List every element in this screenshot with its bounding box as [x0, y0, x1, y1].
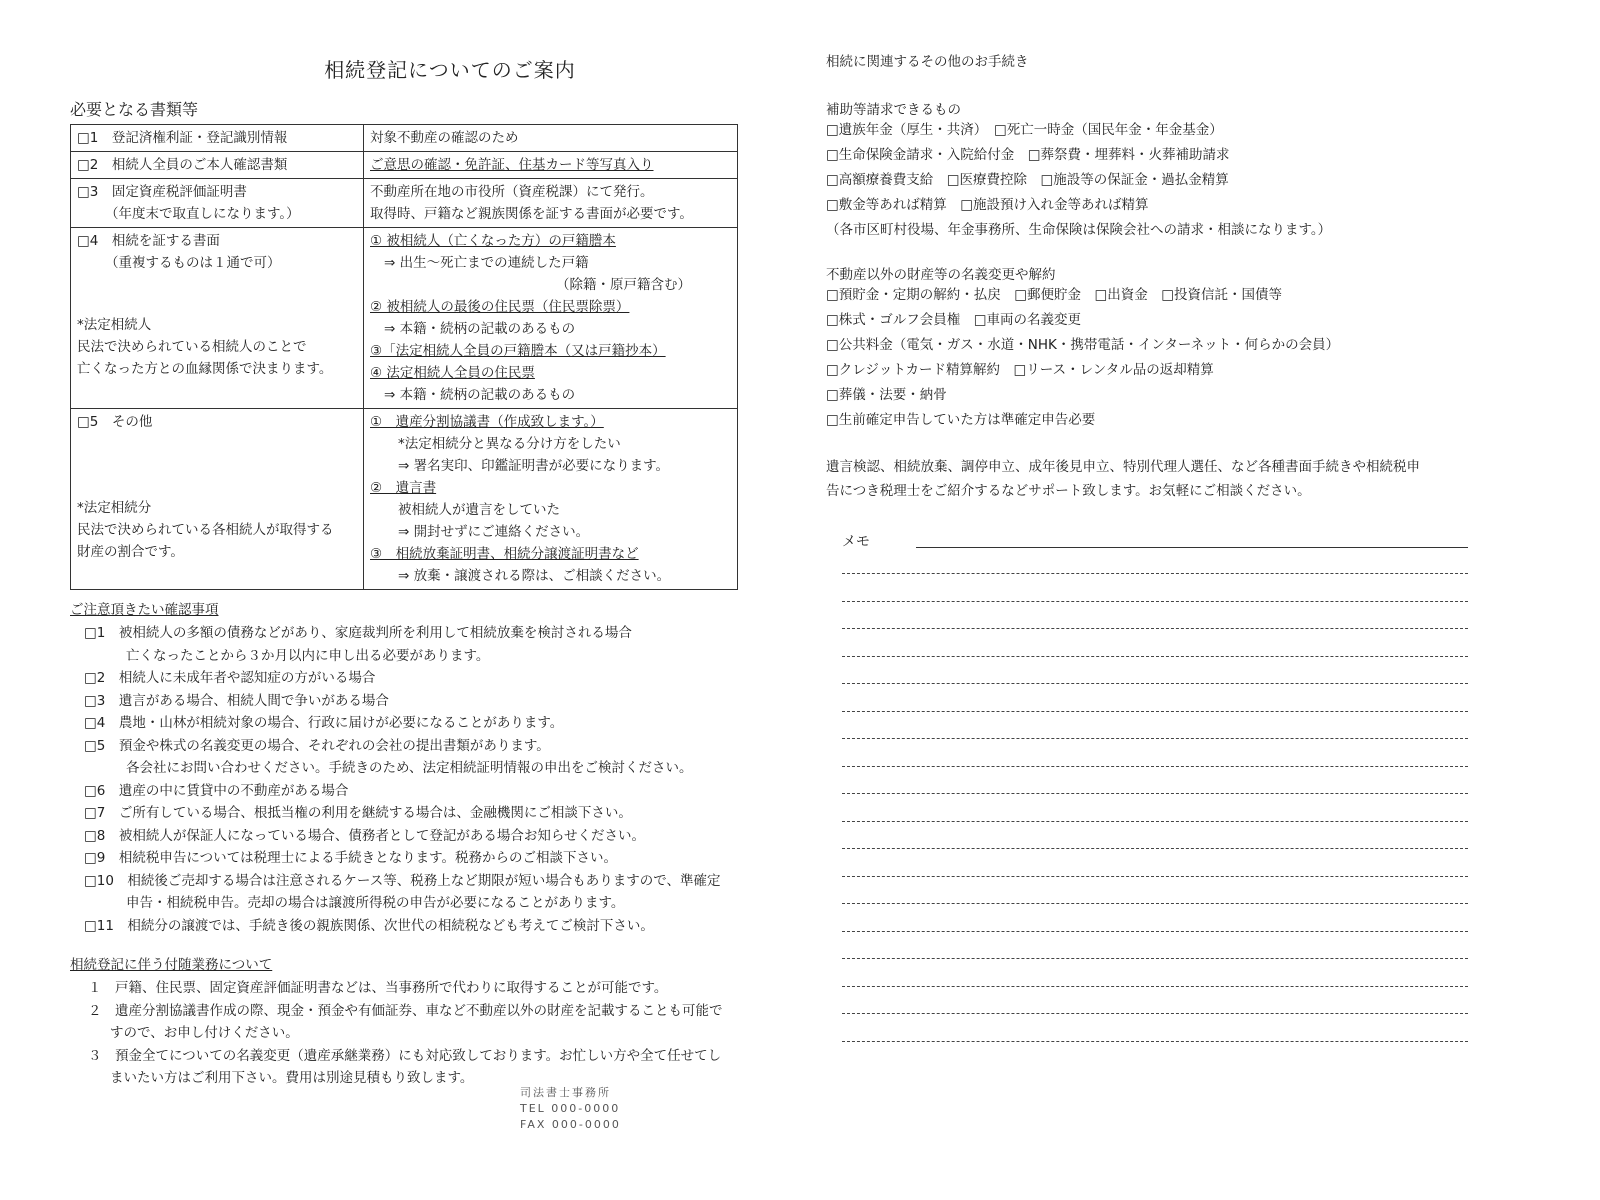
nonrealestate-list	[826, 283, 1546, 433]
nonrealestate-item: □生前確定申告していた方は準確定申告必要	[826, 412, 1096, 428]
right-column	[826, 50, 1546, 1085]
list-item-detail: ⇒ 放棄・譲渡される際は、ご相談ください。	[398, 568, 671, 584]
memo-ruled-line	[842, 738, 1468, 739]
doc-note: （年度末で取直しになります。）	[105, 206, 300, 222]
required-documents-table	[70, 124, 738, 590]
list-item-detail: （除籍・原戸籍含む）	[556, 277, 691, 293]
subsidy-item: □遺族年金（厚生・共済） □死亡一時金（国民年金・年金基金）	[826, 122, 1223, 138]
note-item: □6 遺産の中に賃貸中の不動産がある場合	[84, 782, 349, 799]
notes-title: ご注意頂きたい確認事項	[70, 602, 219, 618]
memo-ruled-line	[842, 683, 1468, 684]
note-item: □1 被相続人の多額の債務などがあり、家庭裁判所を利用して相続放棄を検討される場合	[84, 625, 632, 641]
note-item: □2 相続人に未成年者や認知症の方がいる場合	[84, 670, 376, 686]
stamp-line: TEL 000-0000	[520, 1102, 621, 1115]
additional-list	[70, 977, 830, 1090]
doc-cell: □1 登記済権利証・登記識別情報	[71, 125, 364, 152]
purpose-text: 不動産所在地の市役所（資産税課）にて発行。	[370, 184, 654, 200]
memo-ruled-line	[842, 628, 1468, 629]
list-item-detail: ⇒ 開封せずにご連絡ください。	[398, 524, 590, 540]
note-item: □7 ご所有している場合、根抵当権の利用を継続する場合は、金融機関にご相談下さい。	[84, 805, 632, 821]
purpose-cell	[364, 179, 738, 228]
legal-share-note-title: *法定相続分	[77, 500, 152, 516]
list-item-detail: 被相続人が遺言をしていた	[398, 502, 560, 518]
doc-cell	[71, 179, 364, 228]
left-column	[70, 50, 830, 1090]
support-line: 告につき税理士をご紹介するなどサポート致します。お気軽にご相談ください。	[826, 483, 1311, 499]
subsidy-list	[826, 118, 1546, 243]
purpose-cell	[364, 228, 738, 409]
memo-ruled-line	[842, 711, 1468, 712]
docs-heading: 必要となる書類等	[70, 100, 199, 119]
list-item-detail: ⇒ 出生～死亡までの連続した戸籍	[384, 255, 589, 271]
list-item: ③ 相続放棄証明書、相続分譲渡証明書など	[370, 546, 639, 562]
additional-item-cont: すので、お申し付けください。	[110, 1025, 299, 1041]
memo-ruled-line	[842, 986, 1468, 987]
subsidy-item: □生命保険金請求・入院給付金 □葬祭費・埋葬料・火葬補助請求	[826, 147, 1230, 163]
note-item-cont: 申告・相続税申告。売却の場合は譲渡所得税の申告が必要になることがあります。	[126, 895, 625, 911]
legal-heir-note-title: *法定相続人	[77, 317, 152, 333]
purpose-cell: 対象不動産の確認のため	[364, 125, 738, 152]
memo-ruled-line	[842, 793, 1468, 794]
purpose-text: 取得時、戸籍など親族関係を証する書面が必要です。	[370, 206, 693, 222]
memo-ruled-line	[842, 1013, 1468, 1014]
nonrealestate-item: □株式・ゴルフ会員権 □車両の名義変更	[826, 312, 1082, 328]
note-item: □8 被相続人が保証人になっている場合、債務者として登記がある場合お知らせください。	[84, 827, 645, 844]
table-row	[71, 152, 738, 179]
doc-label: □5 その他	[77, 414, 153, 430]
table-row	[71, 125, 738, 152]
additional-item: ２ 遺産分割協議書作成の際、現金・預金や有価証券、車など不動産以外の財産を記載することも可能で	[88, 1002, 723, 1019]
memo-ruled-line	[842, 848, 1468, 849]
memo-ruled-line	[842, 766, 1468, 767]
subsidy-item: □高額療養費支給 □医療費控除 □施設等の保証金・過払金精算	[826, 172, 1229, 188]
office-stamp	[520, 1085, 621, 1133]
legal-share-note: 財産の割合です。	[77, 544, 184, 560]
note-item: □3 遺言がある場合、相続人間で争いがある場合	[84, 692, 389, 709]
additional-item: １ 戸籍、住民票、固定資産評価証明書などは、当事務所で代わりに取得することが可能です。	[88, 980, 668, 996]
purpose-cell	[364, 409, 738, 590]
memo-area[interactable]	[826, 525, 1546, 1085]
table-row	[71, 179, 738, 228]
notes-list	[70, 622, 830, 937]
additional-title: 相続登記に伴う付随業務について	[70, 957, 273, 973]
doc-cell	[71, 228, 364, 409]
additional-item-cont: まいたい方はご利用下さい。費用は別途見積もり致します。	[110, 1070, 474, 1086]
doc-label: □3 固定資産税評価証明書	[77, 184, 247, 200]
related-procedures-title: 相続に関連するその他のお手続き	[826, 54, 1029, 70]
memo-ruled-line	[842, 958, 1468, 959]
legal-heir-note: 民法で決められている相続人のことで	[77, 339, 307, 355]
memo-ruled-line	[842, 821, 1468, 822]
table-row	[71, 228, 738, 409]
table-row	[71, 409, 738, 590]
legal-heir-note: 亡くなった方との血縁関係で決まります。	[77, 361, 333, 377]
stamp-line: FAX 000-0000	[520, 1118, 621, 1131]
note-item-cont: 各会社にお問い合わせください。手続きのため、法定相続証明情報の申出をご検討ください。	[126, 760, 693, 776]
list-item-detail: *法定相続分と異なる分け方をしたい	[398, 436, 621, 452]
memo-ruled-line	[842, 573, 1468, 574]
memo-ruled-line	[842, 656, 1468, 657]
doc-cell: □2 相続人全員のご本人確認書類	[71, 152, 364, 179]
subsidy-title: 補助等請求できるもの	[826, 102, 961, 118]
legal-share-note: 民法で決められている各相続人が取得する	[77, 522, 334, 538]
memo-line	[916, 547, 1468, 548]
note-item: □10 相続後ご売却する場合は注意されるケース等、税務上など期限が短い場合もありますので、準確定	[84, 872, 721, 889]
note-item: □4 農地・山林が相続対象の場合、行政に届けが必要になることがあります。	[84, 715, 564, 731]
subsidy-item: （各市区町村役場、年金事務所、生命保険は保険会社への請求・相談になります。）	[826, 222, 1332, 238]
purpose-cell: ご意思の確認・免許証、住基カード等写真入り	[364, 152, 738, 179]
spacer	[77, 274, 357, 314]
memo-ruled-line	[842, 931, 1468, 932]
doc-cell	[71, 409, 364, 590]
memo-ruled-line	[842, 903, 1468, 904]
stamp-line: 司法書士事務所	[520, 1086, 611, 1099]
list-item-detail: ⇒ 署名実印、印鑑証明書が必要になります。	[398, 458, 670, 474]
list-item: ② 被相続人の最後の住民票（住民票除票）	[370, 299, 630, 315]
nonrealestate-item: □公共料金（電気・ガス・水道・NHK・携帯電話・インターネット・何らかの会員）	[826, 337, 1340, 353]
nonrealestate-item: □クレジットカード精算解約 □リース・レンタル品の返却精算	[826, 362, 1214, 378]
list-item: ③「法定相続人全員の戸籍謄本（又は戸籍抄本）	[370, 343, 666, 359]
list-item-detail: ⇒ 本籍・続柄の記載のあるもの	[384, 321, 576, 337]
memo-ruled-line	[842, 876, 1468, 877]
doc-note: （重複するものは１通で可）	[105, 255, 281, 271]
list-item: ④ 法定相続人全員の住民票	[370, 365, 535, 381]
nonrealestate-title: 不動産以外の財産等の名義変更や解約	[826, 267, 1056, 283]
note-item: □5 預金や株式の名義変更の場合、それぞれの会社の提出書類があります。	[84, 737, 550, 754]
spacer	[77, 433, 357, 497]
note-item: □11 相続分の譲渡では、手続き後の親族関係、次世代の相続税なども考えてご検討下さい。	[84, 917, 654, 934]
doc-label: □4 相続を証する書面	[77, 233, 220, 249]
additional-item: ３ 預金全てについての名義変更（遺産承継業務）にも対応致しております。お忙しい方や全て任せてし	[88, 1047, 722, 1064]
nonrealestate-item: □預貯金・定期の解約・払戻 □郵便貯金 □出資金 □投資信託・国債等	[826, 287, 1283, 303]
memo-ruled-line	[842, 1041, 1468, 1042]
support-paragraph	[826, 455, 1546, 503]
note-item: □9 相続税申告については税理士による手続きとなります。税務からのご相談下さい。	[84, 850, 617, 866]
memo-ruled-line	[842, 601, 1468, 602]
list-item-detail: ⇒ 本籍・続柄の記載のあるもの	[384, 387, 576, 403]
page-title: 相続登記についてのご案内	[324, 58, 576, 82]
nonrealestate-item: □葬儀・法要・納骨	[826, 387, 947, 403]
note-item-cont: 亡くなったことから３か月以内に申し出る必要があります。	[126, 647, 490, 664]
subsidy-item: □敷金等あれば精算 □施設預け入れ金等あれば精算	[826, 197, 1149, 213]
memo-label: メモ	[842, 534, 870, 550]
list-item: ② 遺言書	[370, 480, 437, 496]
support-line: 遺言検認、相続放棄、調停申立、成年後見申立、特別代理人選任、など各種書面手続きや相続税申	[826, 459, 1420, 475]
list-item: ① 被相続人（亡くなった方）の戸籍謄本	[370, 233, 616, 249]
list-item: ① 遺産分割協議書（作成致します。）	[370, 414, 604, 430]
